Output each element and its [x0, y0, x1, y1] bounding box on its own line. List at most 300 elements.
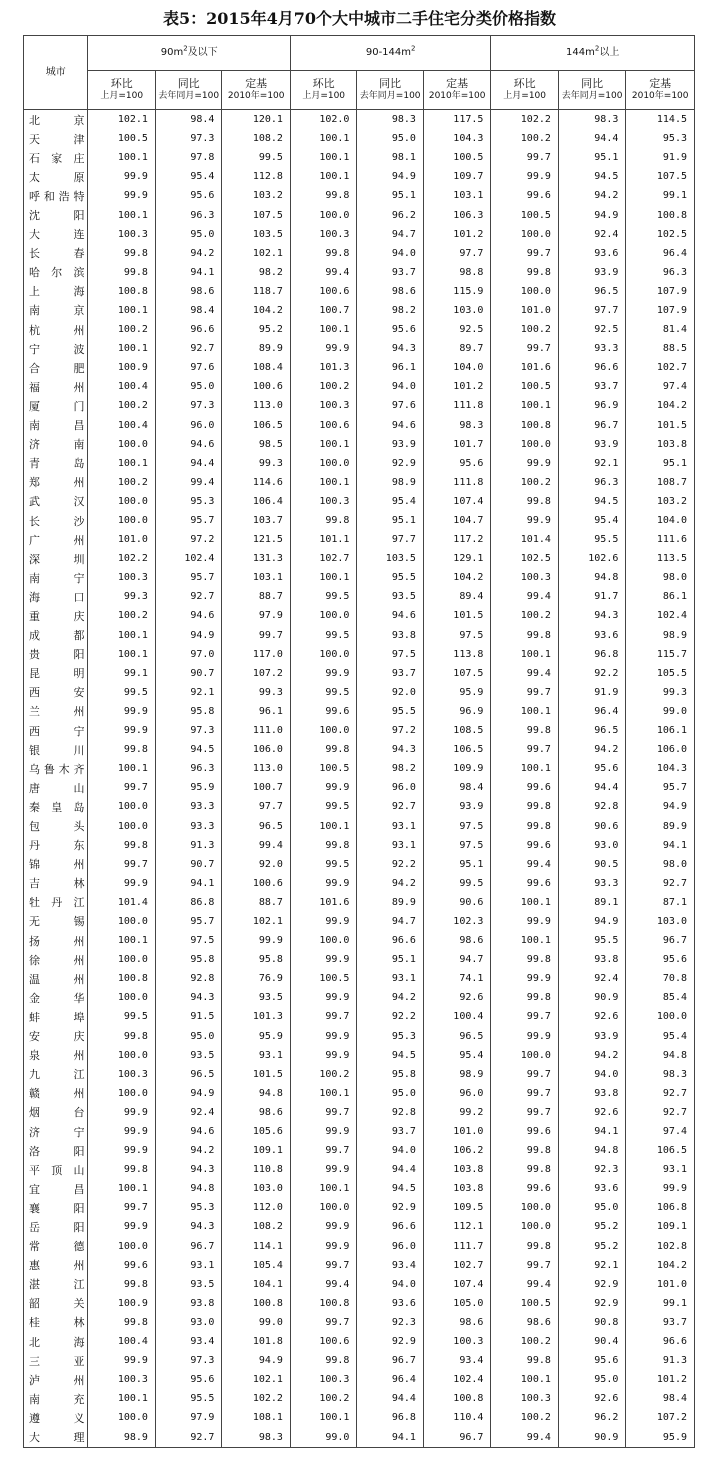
- index-value: 100.0: [491, 435, 558, 454]
- index-value: 93.8: [558, 1084, 625, 1103]
- index-value: 99.5: [222, 148, 291, 167]
- index-value: 93.3: [155, 816, 221, 835]
- index-value: 94.9: [357, 167, 423, 186]
- index-value: 100.0: [626, 1007, 695, 1026]
- city-label: 石 家 庄: [29, 151, 85, 165]
- sub-header-label: 定基: [245, 77, 268, 90]
- index-value: 91.5: [155, 1007, 221, 1026]
- index-value: 103.1: [423, 186, 491, 205]
- index-value: 96.7: [155, 1237, 221, 1256]
- table-row: [24, 263, 695, 282]
- index-value: 107.4: [423, 492, 491, 511]
- index-value: 94.4: [558, 129, 625, 148]
- index-value: 96.8: [558, 645, 625, 664]
- index-value: 92.8: [558, 797, 625, 816]
- index-value: 87.1: [626, 893, 695, 912]
- index-value: 99.4: [222, 836, 291, 855]
- index-value: 99.4: [290, 1275, 356, 1294]
- index-value: 99.7: [491, 244, 558, 263]
- city-name: [24, 1217, 88, 1236]
- index-value: 99.8: [491, 816, 558, 835]
- index-value: 99.8: [290, 836, 356, 855]
- index-value: 101.7: [423, 435, 491, 454]
- city-label: 金 华: [29, 991, 85, 1005]
- city-label: 南 宁: [29, 571, 85, 585]
- table-row: [24, 358, 695, 377]
- city-name: [24, 836, 88, 855]
- city-label: 杭 州: [29, 323, 85, 337]
- index-value: 93.9: [558, 263, 625, 282]
- index-value: 96.0: [155, 416, 221, 435]
- index-value: 107.9: [626, 301, 695, 320]
- index-value: 99.7: [491, 1007, 558, 1026]
- index-value: 99.8: [290, 1351, 356, 1370]
- city-name: [24, 1084, 88, 1103]
- city-name: [24, 1408, 88, 1427]
- index-value: 91.7: [558, 587, 625, 606]
- index-value: 100.1: [290, 568, 356, 587]
- index-value: 94.6: [155, 1122, 221, 1141]
- city-name: [24, 778, 88, 797]
- index-value: 93.1: [357, 969, 423, 988]
- index-value: 99.9: [290, 664, 356, 683]
- index-value: 81.4: [626, 320, 695, 339]
- index-value: 95.0: [558, 1370, 625, 1389]
- index-value: 103.2: [222, 186, 291, 205]
- index-value: 108.7: [626, 473, 695, 492]
- index-value: 98.9: [626, 626, 695, 645]
- index-value: 92.6: [558, 1103, 625, 1122]
- city-label: 合 肥: [29, 361, 85, 375]
- index-value: 76.9: [222, 969, 291, 988]
- city-label: 哈 尔 滨: [29, 266, 85, 280]
- city-name: [24, 816, 88, 835]
- index-value: 99.5: [423, 874, 491, 893]
- table-row: [24, 244, 695, 263]
- index-value: 99.8: [88, 263, 155, 282]
- index-value: 100.0: [491, 1198, 558, 1217]
- index-value: 110.8: [222, 1160, 291, 1179]
- index-value: 94.9: [155, 626, 221, 645]
- city-label: 扬 州: [29, 934, 85, 948]
- city-name: [24, 530, 88, 549]
- city-name: [24, 358, 88, 377]
- index-value: 90.4: [558, 1332, 625, 1351]
- index-value: 100.4: [423, 1007, 491, 1026]
- city-label: 呼 和 浩 特: [29, 189, 85, 203]
- city-label: 三 亚: [29, 1354, 85, 1368]
- index-value: 100.2: [491, 129, 558, 148]
- index-value: 94.9: [626, 797, 695, 816]
- index-value: 93.8: [155, 1294, 221, 1313]
- index-value: 99.9: [290, 1122, 356, 1141]
- index-value: 97.7: [558, 301, 625, 320]
- index-value: 95.9: [155, 778, 221, 797]
- index-value: 89.9: [626, 816, 695, 835]
- index-value: 100.1: [290, 1179, 356, 1198]
- sub-header: [626, 71, 695, 110]
- index-value: 95.1: [357, 950, 423, 969]
- index-value: 100.3: [491, 1389, 558, 1408]
- index-value: 101.3: [290, 358, 356, 377]
- index-value: 100.1: [290, 816, 356, 835]
- index-value: 93.6: [357, 1294, 423, 1313]
- index-value: 109.1: [222, 1141, 291, 1160]
- index-value: 108.2: [222, 1217, 291, 1236]
- index-value: 111.8: [423, 396, 491, 415]
- city-name: [24, 931, 88, 950]
- index-value: 96.0: [357, 1237, 423, 1256]
- index-value: 100.3: [290, 1370, 356, 1389]
- index-value: 103.0: [222, 1179, 291, 1198]
- index-value: 95.1: [357, 511, 423, 530]
- table-row: [24, 492, 695, 511]
- index-value: 104.2: [626, 1256, 695, 1275]
- index-value: 94.7: [357, 912, 423, 931]
- table-row: [24, 1084, 695, 1103]
- table-row: [24, 893, 695, 912]
- index-value: 99.9: [88, 186, 155, 205]
- table-row: [24, 587, 695, 606]
- index-value: 94.3: [357, 339, 423, 358]
- index-value: 95.9: [626, 1427, 695, 1447]
- index-value: 95.3: [155, 492, 221, 511]
- city-label: 宜 昌: [29, 1182, 85, 1196]
- index-value: 95.4: [357, 492, 423, 511]
- table-row: [24, 320, 695, 339]
- index-value: 94.6: [155, 435, 221, 454]
- index-value: 99.5: [290, 683, 356, 702]
- city-label: 贵 阳: [29, 648, 85, 662]
- index-value: 98.6: [423, 1313, 491, 1332]
- city-label: 大 理: [29, 1431, 85, 1445]
- index-value: 94.8: [222, 1084, 291, 1103]
- index-value: 106.8: [626, 1198, 695, 1217]
- index-value: 98.0: [626, 568, 695, 587]
- index-value: 107.2: [222, 664, 291, 683]
- table-row: [24, 110, 695, 130]
- city-label: 唐 山: [29, 781, 85, 795]
- index-value: 103.8: [423, 1179, 491, 1198]
- index-value: 92.7: [626, 1103, 695, 1122]
- index-value: 98.4: [155, 110, 221, 130]
- table-row: [24, 702, 695, 721]
- index-value: 99.0: [222, 1313, 291, 1332]
- table-row: [24, 301, 695, 320]
- index-value: 100.1: [290, 320, 356, 339]
- index-value: 99.9: [290, 1160, 356, 1179]
- table-row: [24, 606, 695, 625]
- index-value: 102.5: [626, 225, 695, 244]
- index-value: 101.0: [626, 1275, 695, 1294]
- index-value: 96.0: [357, 778, 423, 797]
- sub-header: [558, 71, 625, 110]
- index-value: 92.7: [626, 874, 695, 893]
- index-value: 100.4: [88, 416, 155, 435]
- index-value: 96.5: [155, 1065, 221, 1084]
- index-value: 93.4: [357, 1256, 423, 1275]
- index-value: 93.0: [155, 1313, 221, 1332]
- index-value: 92.2: [357, 1007, 423, 1026]
- index-value: 96.3: [155, 759, 221, 778]
- index-value: 100.1: [88, 1389, 155, 1408]
- index-value: 95.6: [558, 759, 625, 778]
- city-name: [24, 1103, 88, 1122]
- index-value: 99.9: [222, 931, 291, 950]
- index-value: 107.4: [423, 1275, 491, 1294]
- city-name: [24, 110, 88, 130]
- index-value: 97.5: [423, 836, 491, 855]
- index-value: 104.2: [423, 568, 491, 587]
- index-value: 92.4: [558, 225, 625, 244]
- index-value: 90.6: [558, 816, 625, 835]
- index-value: 96.4: [558, 702, 625, 721]
- city-label: 济 南: [29, 438, 85, 452]
- index-value: 92.6: [558, 1389, 625, 1408]
- city-name: [24, 301, 88, 320]
- index-value: 99.6: [491, 1122, 558, 1141]
- index-value: 95.8: [155, 702, 221, 721]
- index-value: 100.5: [290, 759, 356, 778]
- index-value: 95.3: [357, 1027, 423, 1046]
- index-value: 102.1: [222, 912, 291, 931]
- index-value: 98.6: [423, 931, 491, 950]
- index-value: 99.8: [491, 1237, 558, 1256]
- city-label: 南 充: [29, 1392, 85, 1406]
- city-name: [24, 740, 88, 759]
- index-value: 99.8: [88, 244, 155, 263]
- index-value: 99.9: [88, 1122, 155, 1141]
- index-value: 99.8: [491, 797, 558, 816]
- index-value: 90.9: [558, 988, 625, 1007]
- index-value: 94.6: [357, 606, 423, 625]
- index-value: 99.8: [491, 626, 558, 645]
- index-value: 96.3: [155, 205, 221, 224]
- index-value: 104.0: [626, 511, 695, 530]
- index-value: 93.9: [558, 1027, 625, 1046]
- city-name: [24, 912, 88, 931]
- index-value: 104.2: [626, 396, 695, 415]
- index-value: 108.2: [222, 129, 291, 148]
- index-value: 96.7: [357, 1351, 423, 1370]
- index-value: 99.9: [290, 950, 356, 969]
- index-value: 94.0: [357, 244, 423, 263]
- city-name: [24, 1065, 88, 1084]
- index-value: 99.0: [626, 702, 695, 721]
- index-value: 95.5: [357, 568, 423, 587]
- index-value: 100.1: [88, 454, 155, 473]
- city-label: 北 海: [29, 1335, 85, 1349]
- index-value: 100.1: [491, 931, 558, 950]
- index-value: 102.2: [491, 110, 558, 130]
- index-value: 109.7: [423, 167, 491, 186]
- index-value: 95.5: [558, 931, 625, 950]
- index-value: 96.5: [558, 721, 625, 740]
- index-value: 90.7: [155, 855, 221, 874]
- index-value: 100.8: [491, 416, 558, 435]
- index-value: 100.3: [88, 568, 155, 587]
- index-value: 114.1: [222, 1237, 291, 1256]
- index-value: 93.4: [423, 1351, 491, 1370]
- table-row: [24, 1389, 695, 1408]
- index-value: 100.8: [88, 282, 155, 301]
- index-value: 88.7: [222, 587, 291, 606]
- index-value: 94.1: [155, 263, 221, 282]
- index-value: 99.5: [290, 587, 356, 606]
- index-value: 97.7: [222, 797, 291, 816]
- index-value: 99.4: [491, 1427, 558, 1447]
- table-row: [24, 721, 695, 740]
- table-row: [24, 626, 695, 645]
- city-name: [24, 626, 88, 645]
- index-value: 97.0: [155, 645, 221, 664]
- table-row: [24, 1065, 695, 1084]
- index-value: 97.9: [222, 606, 291, 625]
- index-value: 93.5: [155, 1275, 221, 1294]
- index-value: 97.7: [423, 244, 491, 263]
- index-value: 95.1: [357, 186, 423, 205]
- index-value: 102.0: [290, 110, 356, 130]
- index-value: 97.3: [155, 721, 221, 740]
- city-label: 昆 明: [29, 667, 85, 681]
- index-value: 92.8: [155, 969, 221, 988]
- index-value: 109.9: [423, 759, 491, 778]
- index-value: 100.1: [88, 1179, 155, 1198]
- index-value: 99.6: [491, 186, 558, 205]
- index-value: 95.7: [155, 568, 221, 587]
- index-value: 98.2: [357, 301, 423, 320]
- index-value: 93.4: [155, 1332, 221, 1351]
- index-value: 100.0: [88, 492, 155, 511]
- city-label: 上 海: [29, 285, 85, 299]
- index-value: 99.8: [88, 740, 155, 759]
- index-value: 99.8: [290, 244, 356, 263]
- index-value: 97.6: [155, 358, 221, 377]
- index-value: 95.0: [357, 1084, 423, 1103]
- table-row: [24, 167, 695, 186]
- index-value: 101.8: [222, 1332, 291, 1351]
- index-value: 101.0: [491, 301, 558, 320]
- index-value: 94.9: [155, 1084, 221, 1103]
- index-value: 93.5: [357, 587, 423, 606]
- index-value: 110.4: [423, 1408, 491, 1427]
- index-value: 100.9: [88, 1294, 155, 1313]
- index-value: 99.9: [88, 1103, 155, 1122]
- index-value: 100.3: [88, 1370, 155, 1389]
- index-value: 94.4: [155, 454, 221, 473]
- index-value: 92.6: [558, 1007, 625, 1026]
- city-label: 沈 阳: [29, 209, 85, 223]
- city-label: 青 岛: [29, 457, 85, 471]
- index-value: 95.1: [423, 855, 491, 874]
- index-value: 100.7: [222, 778, 291, 797]
- index-value: 107.2: [626, 1408, 695, 1427]
- index-value: 95.4: [558, 511, 625, 530]
- city-label: 太 原: [29, 170, 85, 184]
- index-value: 99.5: [290, 855, 356, 874]
- table-row: [24, 1179, 695, 1198]
- index-value: 99.9: [88, 874, 155, 893]
- index-value: 100.4: [88, 377, 155, 396]
- table-row: [24, 1427, 695, 1447]
- index-value: 99.7: [491, 148, 558, 167]
- index-value: 103.8: [423, 1160, 491, 1179]
- index-value: 99.8: [491, 721, 558, 740]
- index-value: 94.0: [357, 1275, 423, 1294]
- table-row: [24, 759, 695, 778]
- table-row: [24, 549, 695, 568]
- index-value: 93.6: [558, 244, 625, 263]
- city-label: 温 州: [29, 972, 85, 986]
- table-row: [24, 148, 695, 167]
- index-value: 99.0: [290, 1427, 356, 1447]
- city-label: 天 津: [29, 132, 85, 146]
- index-value: 96.9: [423, 702, 491, 721]
- city-name: [24, 950, 88, 969]
- index-value: 99.6: [491, 1179, 558, 1198]
- index-value: 100.6: [222, 874, 291, 893]
- index-value: 98.8: [423, 263, 491, 282]
- index-value: 105.4: [222, 1256, 291, 1275]
- sub-header-label: 环比: [110, 77, 133, 90]
- index-value: 91.9: [626, 148, 695, 167]
- index-value: 99.8: [290, 186, 356, 205]
- index-value: 106.4: [222, 492, 291, 511]
- index-value: 100.5: [491, 205, 558, 224]
- index-value: 99.9: [88, 167, 155, 186]
- city-label: 重 庆: [29, 609, 85, 623]
- index-value: 99.8: [290, 740, 356, 759]
- index-value: 96.8: [357, 1408, 423, 1427]
- index-value: 92.9: [357, 1198, 423, 1217]
- index-value: 107.9: [626, 282, 695, 301]
- index-value: 91.9: [558, 683, 625, 702]
- city-name: [24, 721, 88, 740]
- index-value: 99.8: [491, 1351, 558, 1370]
- index-value: 100.1: [290, 167, 356, 186]
- index-value: 100.1: [88, 301, 155, 320]
- index-value: 103.1: [222, 568, 291, 587]
- city-label: 兰 州: [29, 705, 85, 719]
- index-value: 99.7: [222, 626, 291, 645]
- index-value: 99.7: [88, 855, 155, 874]
- city-name: [24, 1256, 88, 1275]
- city-name: [24, 339, 88, 358]
- city-header: 城市: [24, 36, 88, 110]
- table-row: [24, 950, 695, 969]
- index-value: 98.6: [357, 282, 423, 301]
- index-value: 99.9: [491, 511, 558, 530]
- index-value: 99.9: [491, 454, 558, 473]
- index-value: 102.1: [222, 244, 291, 263]
- index-value: 117.5: [423, 110, 491, 130]
- index-value: 100.1: [491, 702, 558, 721]
- index-value: 89.7: [423, 339, 491, 358]
- index-value: 89.4: [423, 587, 491, 606]
- index-value: 98.9: [423, 1065, 491, 1084]
- sub-header-base: 2010年=100: [631, 91, 689, 101]
- city-name: [24, 435, 88, 454]
- index-value: 100.2: [491, 1332, 558, 1351]
- index-value: 93.1: [626, 1160, 695, 1179]
- index-value: 99.6: [491, 874, 558, 893]
- index-value: 99.5: [88, 683, 155, 702]
- index-value: 95.6: [155, 1370, 221, 1389]
- index-value: 97.9: [155, 1408, 221, 1427]
- sub-header-base: 2010年=100: [428, 91, 486, 101]
- index-value: 94.7: [357, 225, 423, 244]
- index-value: 100.1: [290, 129, 356, 148]
